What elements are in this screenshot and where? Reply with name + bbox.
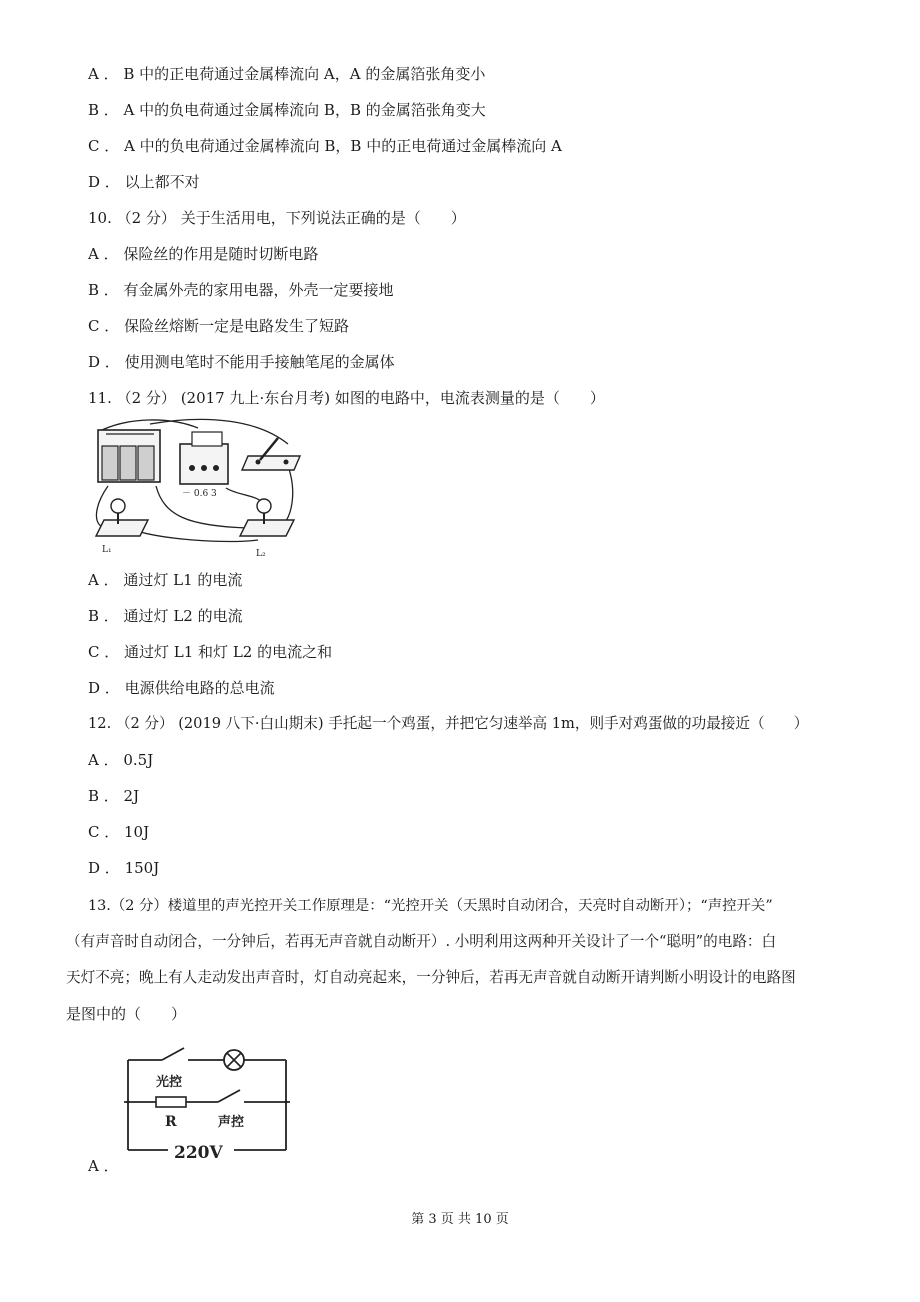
- q9-option-d: D ． 以上都不对: [88, 173, 200, 191]
- q11-option-b: B ． 通过灯 L2 的电流: [88, 607, 243, 625]
- q9-option-b: B ． A 中的负电荷通过金属棒流向 B，B 的金属箔张角变大: [88, 101, 486, 119]
- q13-sound-switch-label: 声控: [218, 1115, 245, 1130]
- q13-stem-line2: （有声音时自动闭合，一分钟后，若再无声音就自动断开）. 小明利用这两种开关设计了一个“聪明”的电路：白: [66, 933, 777, 950]
- q10-option-c: C ． 保险丝熔断一定是电路发生了短路: [88, 317, 350, 335]
- q11-option-d: D ． 电源供给电路的总电流: [88, 679, 275, 697]
- q10-option-b: B ． 有金属外壳的家用电器，外壳一定要接地: [88, 281, 394, 299]
- q13-light-switch-label: 光控: [156, 1075, 183, 1090]
- q11-lamp1-label: L₁: [102, 545, 112, 555]
- q13-resistor-label: R: [165, 1114, 177, 1130]
- q11-option-a: A ． 通过灯 L1 的电流: [88, 571, 243, 589]
- q11-stem: 11. （2 分） (2017 九上·东台月考) 如图的电路中，电流表测量的是（ ）: [88, 389, 605, 407]
- q12-option-b: B ． 2J: [88, 787, 140, 805]
- q11-circuit-figure: [88, 416, 308, 564]
- q11-option-c: C ． 通过灯 L1 和灯 L2 的电流之和: [88, 643, 333, 661]
- q13-option-a-label: A ．: [88, 1157, 119, 1175]
- q13-stem-line1: 13.（2 分）楼道里的声光控开关工作原理是：“光控开关（天黑时自动闭合，天亮时自动断开）；“声控开关”: [88, 898, 773, 914]
- q13-stem-line4: 是图中的（ ）: [66, 1005, 187, 1023]
- q10-stem: 10. （2 分） 关于生活用电，下列说法正确的是（ ）: [88, 209, 466, 227]
- q10-option-a: A ． 保险丝的作用是随时切断电路: [88, 245, 319, 263]
- q13-circuit-figure-a: [122, 1040, 292, 1168]
- q9-option-c: C ． A 中的负电荷通过金属棒流向 B，B 中的正电荷通过金属棒流向 A: [88, 137, 562, 155]
- q11-ammeter-range-label: － 0.6 3: [182, 489, 217, 499]
- q10-option-d: D ． 使用测电笔时不能用手接触笔尾的金属体: [88, 353, 395, 371]
- q9-option-a: A ． B 中的正电荷通过金属棒流向 A，A 的金属箔张角变小: [88, 65, 486, 83]
- q12-option-a: A ． 0.5J: [88, 751, 154, 769]
- q13-stem-line3: 天灯不亮；晚上有人走动发出声音时，灯自动亮起来，一分钟后，若再无声音就自动断开请判断小明设计的电路图: [66, 969, 796, 986]
- q11-lamp2-label: L₂: [256, 549, 266, 559]
- q12-stem: 12. （2 分） (2019 八下·白山期末) 手托起一个鸡蛋，并把它匀速举高 1m，则手对鸡蛋做的功最接近（ ）: [88, 715, 809, 732]
- q12-option-c: C ． 10J: [88, 823, 150, 841]
- q13-voltage-label: 220V: [174, 1143, 223, 1163]
- page-footer: 第 3 页 共 10 页: [411, 1212, 509, 1227]
- q12-option-d: D ． 150J: [88, 859, 160, 877]
